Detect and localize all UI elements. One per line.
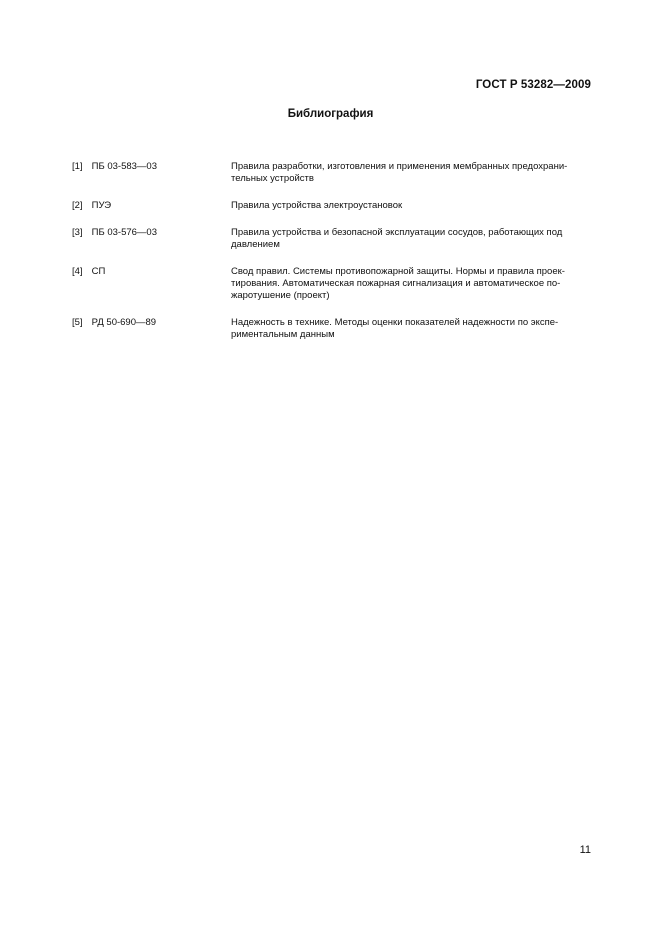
bibliography-number: [4] — [72, 266, 83, 277]
bibliography-description-line: давлением — [231, 239, 280, 250]
bibliography-number: [3] — [72, 227, 83, 238]
bibliography-entry-3 — [72, 227, 591, 251]
bibliography-entry-2 — [72, 200, 591, 212]
bibliography-code: РД 50-690—89 — [91, 317, 157, 328]
document-code-header: ГОСТ Р 53282—2009 — [475, 79, 591, 91]
bibliography-code: СП — [91, 266, 106, 277]
bibliography-description — [231, 161, 591, 185]
bibliography-number: [5] — [72, 317, 83, 328]
bibliography-description-line: тирования. Автоматическая пожарная сигнализация и автоматическое по- — [231, 278, 561, 289]
bibliography-description-line: Надежность в технике. Методы оценки показателей надежности по экспе- — [231, 317, 559, 328]
bibliography-description — [231, 266, 591, 302]
page-number: 11 — [579, 844, 591, 856]
bibliography-reference — [72, 227, 231, 251]
bibliography-description-line: Правила разработки, изготовления и применения мембранных предохрани- — [231, 161, 568, 172]
bibliography-description-line: жаротушение (проект) — [231, 290, 330, 301]
bibliography-description-line: риментальным данным — [231, 329, 335, 340]
bibliography-description — [231, 317, 591, 341]
bibliography-description-line: Правила устройства и безопасной эксплуатации сосудов, работающих под — [231, 227, 563, 238]
bibliography-entry-4 — [72, 266, 591, 302]
bibliography-entry-1 — [72, 161, 591, 185]
bibliography-entry-5 — [72, 317, 591, 341]
bibliography-reference — [72, 161, 231, 185]
bibliography-code: ПУЭ — [91, 200, 112, 211]
bibliography-code: ПБ 03-576—03 — [91, 227, 157, 238]
bibliography-code: ПБ 03-583—03 — [91, 161, 157, 172]
bibliography-list — [72, 161, 591, 356]
bibliography-description-line: тельных устройств — [231, 173, 314, 184]
bibliography-description — [231, 200, 591, 212]
bibliography-number: [1] — [72, 161, 83, 172]
bibliography-description-line: Свод правил. Системы противопожарной защиты. Нормы и правила проек- — [231, 266, 565, 277]
bibliography-number: [2] — [72, 200, 83, 211]
bibliography-description-line: Правила устройства электроустановок — [231, 200, 403, 211]
bibliography-reference — [72, 317, 231, 341]
bibliography-description — [231, 227, 591, 251]
bibliography-reference — [72, 266, 231, 302]
bibliography-reference — [72, 200, 231, 212]
page-title: Библиография — [287, 108, 374, 120]
